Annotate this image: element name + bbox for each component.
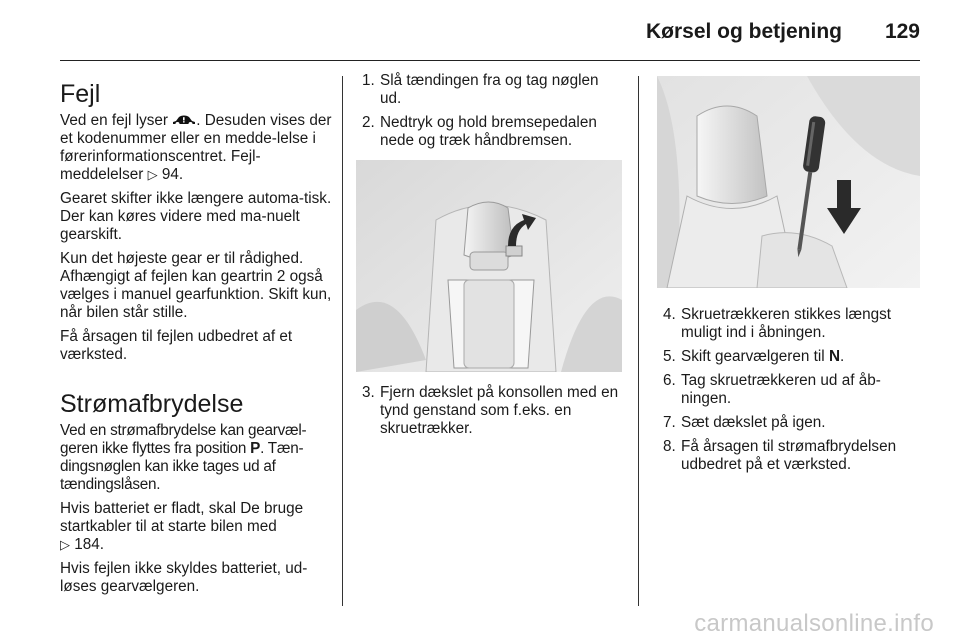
- column-2: [356, 72, 622, 444]
- page-reference-icon: ▷: [147, 167, 158, 182]
- heading-fejl: Fejl: [60, 80, 101, 108]
- column-3: [657, 72, 920, 480]
- step-number: 6.: [663, 372, 676, 389]
- list-item: [356, 384, 622, 438]
- text: . Tæn-dingsnøglen kan ikke tages ud af tændingslåsen.: [60, 440, 304, 493]
- list-item: [356, 72, 622, 108]
- heading-stroemafbrydelse: Strømafbrydelse: [60, 390, 244, 418]
- column-1: [60, 72, 332, 602]
- page-reference[interactable]: 184.: [74, 536, 105, 553]
- page-reference[interactable]: 94.: [161, 166, 184, 183]
- paragraph-fejl-1: [60, 112, 332, 184]
- paragraph-stroem-3: Hvis fejlen ikke skyldes batteriet, ud-løses gearvælgeren.: [60, 560, 308, 595]
- step-number: 5.: [663, 348, 676, 365]
- list-item: [657, 306, 920, 342]
- steps-list-3: [657, 306, 920, 474]
- text: Ved en fejl lyser: [60, 112, 173, 129]
- car-warning-icon: [172, 113, 196, 125]
- column-divider: [342, 76, 343, 606]
- list-item: [657, 414, 920, 432]
- paragraph-fejl-4: Få årsagen til fejlen udbedret af et værksted.: [60, 328, 293, 363]
- gear-console-illustration: [356, 160, 622, 372]
- text: . Desuden vises der et kodenummer eller en medde-lelse i førerinformationscentret. Fejl-meddelelser: [60, 112, 332, 183]
- step-number: 4.: [663, 306, 676, 323]
- step-text: Fjern dækslet på konsollen med en tynd genstand som f.eks. en skruetrækker.: [380, 384, 619, 437]
- paragraph-stroem-2: [60, 500, 332, 554]
- step-text: Skift gearvælgeren til: [681, 348, 829, 365]
- screwdriver-illustration: [657, 76, 920, 288]
- step-text: Sæt dækslet på igen.: [681, 414, 826, 431]
- header-rule: [60, 60, 920, 61]
- step-text: Tag skruetrækkeren ud af åb-ningen.: [681, 372, 881, 407]
- list-item: [657, 348, 920, 366]
- steps-list-2: [356, 384, 622, 438]
- step-text: Slå tændingen fra og tag nøglen ud.: [380, 72, 599, 107]
- column-divider: [638, 76, 639, 606]
- gear-position-label: N: [828, 348, 840, 365]
- list-item: [657, 438, 920, 474]
- steps-list-1: [356, 72, 622, 150]
- list-item: [356, 114, 622, 150]
- list-item: [657, 372, 920, 408]
- watermark: carmanualsonline.info: [694, 610, 934, 637]
- text: Hvis batteriet er fladt, skal De bruge startkabler til at starte bilen med: [60, 500, 304, 535]
- step-number: 2.: [362, 114, 375, 131]
- paragraph-stroem-1: [60, 422, 332, 494]
- page-header: [0, 0, 960, 60]
- page-reference-icon: ▷: [60, 537, 70, 552]
- step-number: 7.: [663, 414, 676, 431]
- step-text: Skruetrækkeren stikkes længst muligt ind i åbningen.: [681, 306, 891, 341]
- section-title: Kørsel og betjening: [645, 20, 842, 43]
- step-number: 1.: [362, 72, 375, 89]
- page-number: 129: [884, 20, 920, 43]
- step-text: Nedtryk og hold bremsepedalen nede og træk håndbremsen.: [380, 114, 597, 149]
- paragraph-fejl-3: Kun det højeste gear er til rådighed. Afhængigt af fejlen kan geartrin 2 også vælges i manuel gearfunktion. Skift kun, når bilen står stille.: [60, 250, 332, 321]
- text: Ved en strømafbrydelse kan gearvæl-geren ikke flyttes fra position: [60, 422, 307, 457]
- position-label: P: [250, 440, 261, 457]
- step-text: Få årsagen til strømafbrydelsen udbedret på et værksted.: [681, 438, 897, 473]
- step-number: 3.: [362, 384, 375, 401]
- step-text: .: [840, 348, 845, 365]
- step-number: 8.: [663, 438, 676, 455]
- paragraph-fejl-2: Gearet skifter ikke længere automa-tisk. Der kan køres videre med ma-nuelt gearskift.: [60, 190, 332, 243]
